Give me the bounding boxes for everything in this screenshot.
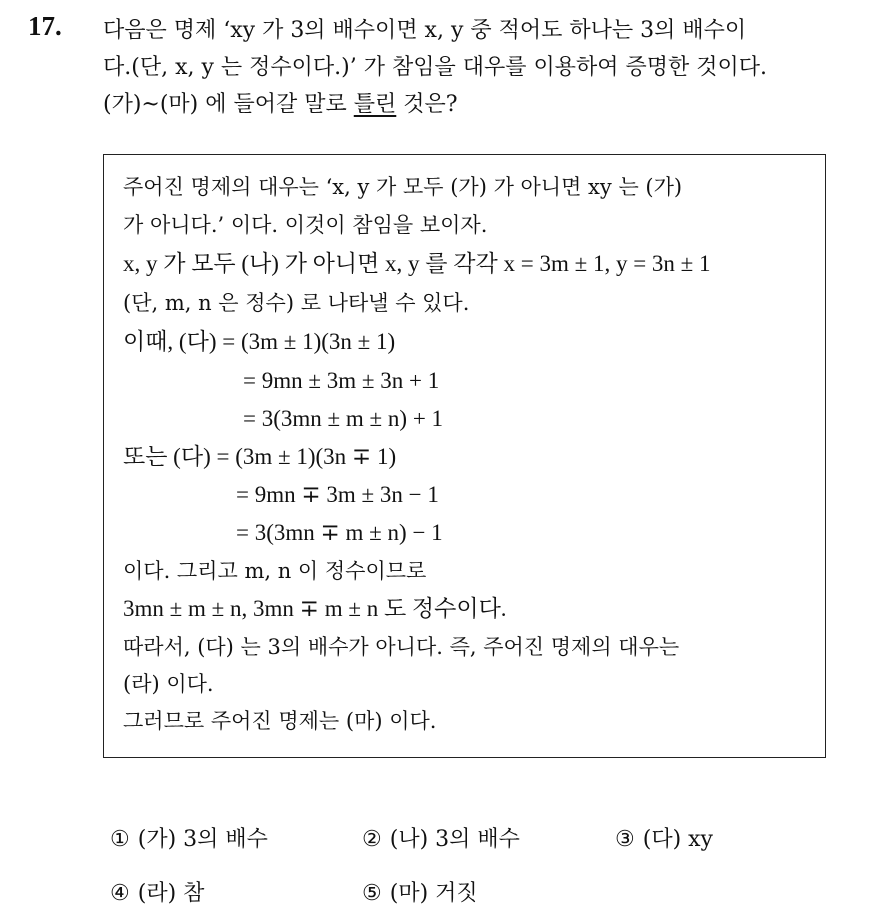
proof-line-2: 가 아니다.’ 이다. 이것이 참임을 보이자. bbox=[123, 213, 488, 237]
question-line-1 bbox=[103, 13, 746, 49]
proof-line-11: 이다. 그리고 m, n 이 정수이므로 bbox=[123, 559, 427, 583]
choice-3-text: (다) xy bbox=[642, 827, 713, 852]
choice-2-text: (나) 3의 배수 bbox=[389, 827, 520, 852]
choice-5-text: (마) 거짓 bbox=[389, 881, 478, 906]
proof-line-13: 따라서, (다) 는 3의 배수가 아니다. 즉, 주어진 명제의 대우는 bbox=[123, 635, 680, 659]
choice-3-number: ③ bbox=[615, 827, 635, 852]
choice-4[interactable] bbox=[110, 876, 204, 912]
proof-line-9: = 9mn ∓ 3m ± 3n − 1 bbox=[236, 482, 439, 507]
choice-1-text: (가) 3의 배수 bbox=[137, 827, 268, 852]
proof-line-8: 또는 (다) = (3m ± 1)(3n ∓ 1) bbox=[123, 444, 397, 469]
question-line-2 bbox=[103, 50, 767, 86]
choice-2[interactable] bbox=[362, 822, 520, 858]
choice-4-number: ④ bbox=[110, 881, 130, 906]
choice-5[interactable] bbox=[362, 876, 478, 912]
question-line-3-text: (가)~(마) 에 들어갈 말로 틀린 것은? bbox=[103, 92, 458, 117]
choice-3[interactable] bbox=[615, 822, 713, 858]
choice-4-text: (라) 참 bbox=[137, 881, 205, 906]
proof-line-7: = 3(3mn ± m ± n) + 1 bbox=[243, 406, 444, 431]
proof-line-12: 3mn ± m ± n, 3mn ∓ m ± n 도 정수이다. bbox=[123, 596, 507, 621]
proof-line-1: 주어진 명제의 대우는 ‘x, y 가 모두 (가) 가 아니면 xy 는 (가) bbox=[123, 175, 683, 199]
proof-line-15: 그러므로 주어진 명제는 (마) 이다. bbox=[123, 709, 437, 733]
underlined-word: 틀린 bbox=[353, 92, 397, 117]
proof-line-10: = 3(3mn ∓ m ± n) − 1 bbox=[236, 520, 443, 545]
proof-line-3: x, y 가 모두 (나) 가 아니면 x, y 를 각각 x = 3m ± 1, y = 3n ± 1 bbox=[123, 251, 711, 276]
question-number: 17. bbox=[28, 11, 62, 41]
question-line-1-text: 다음은 명제 ‘xy 가 3의 배수이면 x, y 중 적어도 하나는 3의 배수이 bbox=[103, 18, 747, 43]
question-line-2-text: 다.(단, x, y 는 정수이다.)’ 가 참임을 대우를 이용하여 증명한 것이다. bbox=[103, 55, 767, 80]
choice-1-number: ① bbox=[110, 827, 130, 852]
proof-line-14: (라) 이다. bbox=[123, 672, 214, 696]
proof-line-6: = 9mn ± 3m ± 3n + 1 bbox=[243, 368, 440, 393]
choice-1[interactable] bbox=[110, 822, 268, 858]
choice-5-number: ⑤ bbox=[362, 881, 382, 906]
question-line-3 bbox=[103, 87, 458, 123]
proof-line-5: 이때, (다) = (3m ± 1)(3n ± 1) bbox=[123, 329, 396, 354]
proof-line-4: (단, m, n 은 정수) 로 나타낼 수 있다. bbox=[123, 291, 470, 315]
choice-2-number: ② bbox=[362, 827, 382, 852]
